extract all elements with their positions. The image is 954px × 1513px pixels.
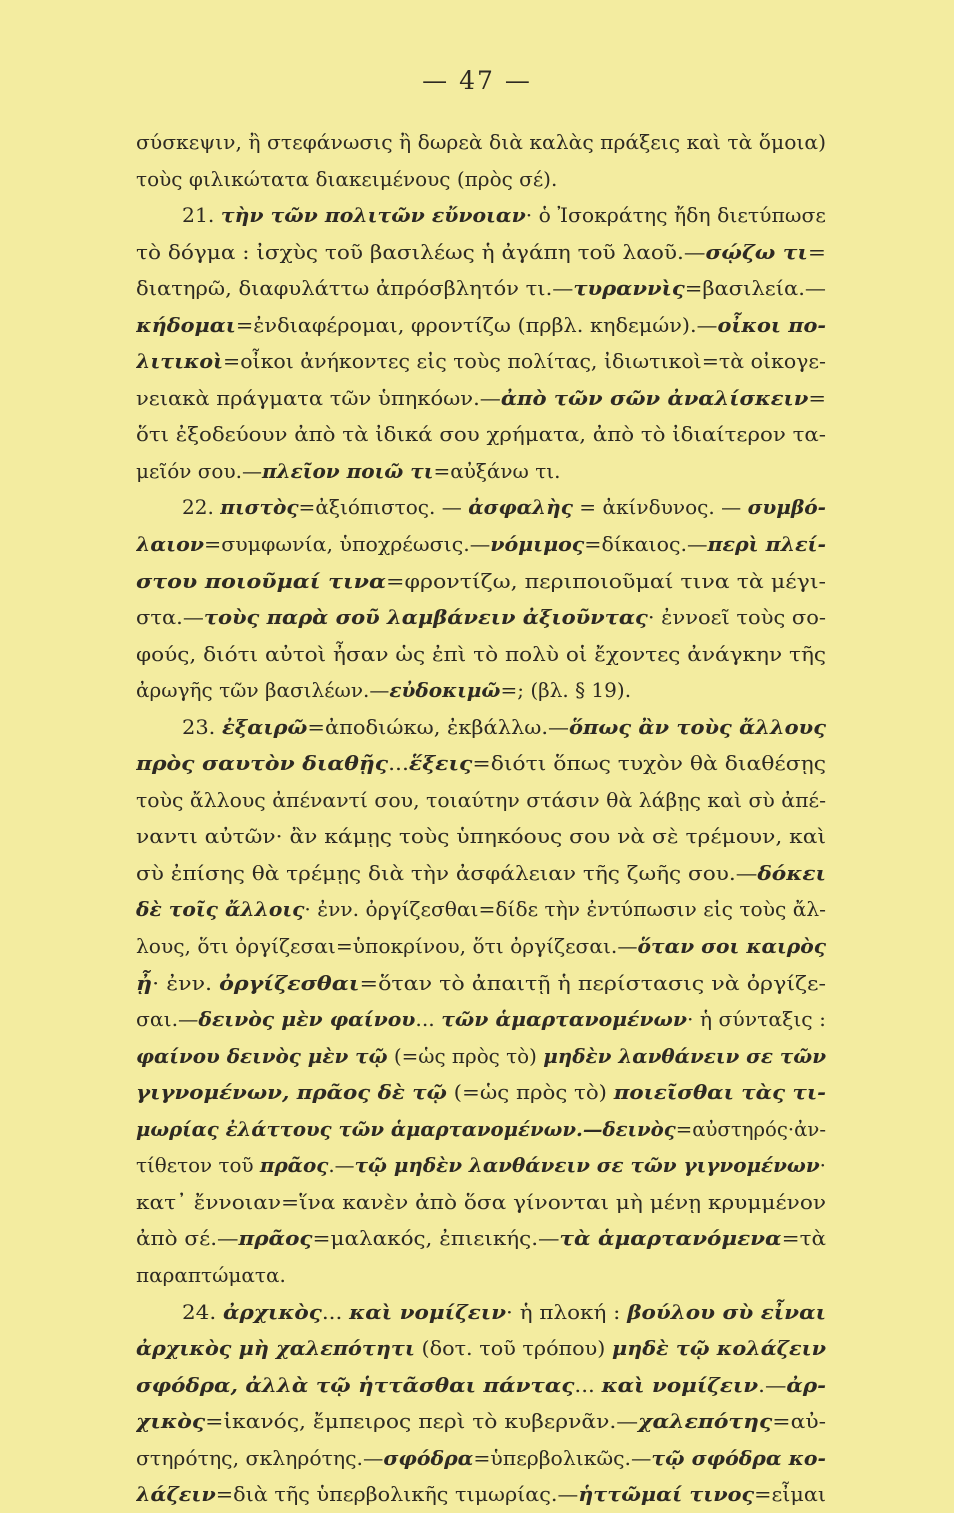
text-line xyxy=(136,1330,826,1367)
text-line xyxy=(136,563,826,600)
lemma-term: σῴζω τι xyxy=(705,239,808,264)
lemma-term: λάζειν xyxy=(136,1482,216,1507)
gloss-text: =εἶμαι xyxy=(754,1482,826,1507)
text-line xyxy=(136,1111,826,1148)
lemma-term: ἕξεις xyxy=(408,751,473,776)
lemma-term: ἀρχικὸς μὴ χαλεπότητι xyxy=(136,1336,415,1361)
gloss-text: =συμφωνία, ὑποχρέωσις.— xyxy=(204,532,491,557)
lemma-term: πιστὸς xyxy=(220,495,299,520)
gloss-text: σύσκεψιν, ἢ στεφάνωσις ἢ δωρεὰ διὰ καλὰς πράξεις καὶ τὰ ὅμοια) xyxy=(136,130,826,154)
gloss-text: =διὰ τῆς ὑπερβολικῆς τιμωρίας.— xyxy=(215,1482,579,1507)
text-line xyxy=(136,526,826,563)
gloss-text: σὺ ἐπίσης θὰ τρέμῃς διὰ τὴν ἀσφάλειαν τῆς ζωῆς σου.— xyxy=(136,860,758,885)
lemma-term: περὶ πλεί- xyxy=(707,532,826,557)
lemma-term: τῷ σφόδρα κο- xyxy=(651,1445,826,1470)
gloss-text: · ἐνν. ὀργίζεσθαι=δίδε τὴν ἐντύπωσιν εἰς τοὺς ἄλ- xyxy=(304,897,826,922)
gloss-text: =αὐ- xyxy=(772,1409,826,1434)
text-line xyxy=(136,453,826,490)
lemma-term: πρᾶος xyxy=(238,1226,313,1251)
lemma-term: μηδὲν λανθάνειν σε τῶν xyxy=(543,1043,826,1068)
lemma-term: εὐδοκιμῶ xyxy=(389,678,501,703)
gloss-text: =δίκαιος.— xyxy=(584,532,708,557)
lemma-term: ἀπὸ τῶν σῶν ἀναλίσκειν xyxy=(500,385,809,410)
lemma-term: λιτικοὶ xyxy=(136,349,224,374)
text-line xyxy=(136,928,826,965)
gloss-text: · ἡ σύνταξις : xyxy=(686,1007,826,1032)
lemma-term: ἀρχικὸς xyxy=(222,1299,322,1324)
gloss-text: μεῖόν σου.— xyxy=(136,458,262,483)
gloss-text: 24. xyxy=(182,1299,223,1324)
gloss-text: = ἀκίνδυνος. — xyxy=(572,495,748,520)
gloss-text: =αὐστηρός·ἀν- xyxy=(675,1116,826,1141)
gloss-text: ... xyxy=(415,1007,442,1032)
gloss-text: (=ὡς πρὸς τὸ) xyxy=(446,1080,614,1105)
gloss-text: στα.— xyxy=(136,605,204,630)
gloss-text: 23. xyxy=(182,714,223,739)
gloss-text: διατηρῶ, διαφυλάττω ἀπρόσβλητόν τι.— xyxy=(136,276,574,301)
gloss-text: =αὐξάνω τι. xyxy=(433,458,561,483)
lemma-term: κήδομαι xyxy=(136,312,236,337)
gloss-text: ὅτι ἐξοδεύουν ἀπὸ τὰ ἰδικά σου χρήματα, ἀπὸ τὸ ἰδιαίτερον τα- xyxy=(136,422,826,447)
text-line xyxy=(136,1147,826,1184)
lemma-term: ὀργίζεσθαι xyxy=(219,970,360,995)
lemma-term: τῷ μηδὲν λανθάνειν σε τῶν γιγνομένων xyxy=(354,1153,820,1178)
lemma-term: μωρίας ἐλάττους τῶν ἁμαρτανομένων.—δεινὸς xyxy=(136,1116,676,1141)
text-line xyxy=(136,672,826,709)
text-line xyxy=(136,1476,826,1513)
gloss-text: (=ὡς πρὸς τὸ) xyxy=(387,1043,544,1068)
gloss-text: =ἀξιόπιστος. — xyxy=(298,495,469,520)
lemma-term: γιγνομένων, πρᾶος δὲ τῷ xyxy=(136,1080,447,1105)
gloss-text: ναντι αὐτῶν· ἂν κάμῃς τοὺς ὑπηκόους σου νὰ σὲ τρέμουν, καὶ xyxy=(136,824,826,849)
gloss-text: τοὺς φιλικώτατα διακειμένους (πρὸς σέ). xyxy=(136,166,558,191)
text-line xyxy=(136,599,826,636)
gloss-text: =μαλακός, ἐπιεικής.— xyxy=(312,1226,560,1251)
gloss-text: παραπτώματα. xyxy=(136,1262,286,1287)
lemma-term: δόκει xyxy=(757,860,826,885)
gloss-text: =ὑπερβολικῶς.— xyxy=(473,1445,652,1470)
gloss-text: · ἐννοεῖ τοὺς σο- xyxy=(647,605,826,630)
gloss-text: .— xyxy=(758,1372,787,1397)
gloss-text: τὸ δόγμα : ἰσχὺς τοῦ βασιλέως ἡ ἀγάπη τοῦ λαοῦ.— xyxy=(136,239,706,264)
gloss-text: ... xyxy=(574,1372,602,1397)
lemma-term: ἐξαιρῶ xyxy=(222,714,308,739)
gloss-text: 22. xyxy=(182,495,221,520)
gloss-text: =βασιλεία.— xyxy=(684,276,826,301)
gloss-text: ... xyxy=(388,751,409,776)
gloss-text: ἀρωγῆς τῶν βασιλέων.— xyxy=(136,678,390,703)
text-line xyxy=(136,818,826,855)
text-line xyxy=(136,234,826,271)
lemma-term: δὲ τοῖς ἄλλοις xyxy=(136,897,305,922)
lemma-term: χικὸς xyxy=(136,1409,206,1434)
text-line xyxy=(136,124,826,161)
lemma-term: ἀρ- xyxy=(786,1372,826,1397)
text-line xyxy=(136,1294,826,1331)
lemma-term: τὰ ἁμαρτανόμενα xyxy=(559,1226,782,1251)
text-line xyxy=(136,1440,826,1477)
gloss-text: .— xyxy=(328,1153,355,1178)
gloss-text: · ὁ Ἰσοκράτης ἤδη διετύπωσε xyxy=(525,203,826,228)
gloss-text: κατ᾽ ἔννοιαν=ἵνα κανὲν ἀπὸ ὅσα γίνονται μὴ μένῃ κρυμμένον xyxy=(136,1189,826,1214)
gloss-text: σαι.— xyxy=(136,1007,199,1032)
text-line xyxy=(136,709,826,746)
text-line xyxy=(136,197,826,234)
text-line xyxy=(136,489,826,526)
lemma-term: ἀσφαλὴς xyxy=(468,495,573,520)
text-line xyxy=(136,1403,826,1440)
text-line xyxy=(136,636,826,673)
lemma-term: συμβό- xyxy=(747,495,826,520)
text-line xyxy=(136,891,826,928)
gloss-text: τοὺς ἄλλους ἀπέναντί σου, τοιαύτην στάσιν θὰ λάβῃς καὶ σὺ ἀπέ- xyxy=(136,787,826,812)
gloss-text: νειακὰ πράγματα τῶν ὑπηκόων.— xyxy=(136,385,501,410)
gloss-text: 21. xyxy=(182,203,221,228)
page-number: — 47 — xyxy=(422,66,532,95)
lemma-term: καὶ νομίζειν xyxy=(349,1299,507,1324)
gloss-text: =ἀποδιώκω, ἐκβάλλω.— xyxy=(307,714,570,739)
lemma-term: πρᾶος xyxy=(259,1153,329,1178)
lemma-term: ὅπως ἂν τοὺς ἄλλους xyxy=(569,714,826,739)
lemma-term: χαλεπότης xyxy=(638,1409,773,1434)
text-line xyxy=(136,161,826,198)
commentary-text xyxy=(136,124,826,1513)
gloss-text: · ἡ πλοκή : xyxy=(506,1299,628,1324)
text-line xyxy=(136,855,826,892)
lemma-term: νόμιμος xyxy=(490,532,585,557)
text-line xyxy=(136,1184,826,1221)
lemma-term: λαιον xyxy=(136,532,205,557)
text-line xyxy=(136,965,826,1002)
gloss-text: =ἱκανός, ἔμπειρος περὶ τὸ κυβερνᾶν.— xyxy=(205,1409,639,1434)
text-line xyxy=(136,1074,826,1111)
text-line xyxy=(136,307,826,344)
lemma-term: ὅταν σοι καιρὸς xyxy=(637,934,826,959)
lemma-term: τοὺς παρὰ σοῦ λαμβάνειν ἀξιοῦντας xyxy=(203,605,648,630)
lemma-term: τὴν τῶν πολιτῶν εὔνοιαν xyxy=(220,203,526,228)
text-line xyxy=(136,270,826,307)
gloss-text: φούς, διότι αὐτοὶ ἦσαν ὡς ἐπὶ τὸ πολὺ οἱ ἔχοντες ἀνάγκην τῆς xyxy=(136,641,826,666)
text-line xyxy=(136,1367,826,1404)
lemma-term: πρὸς σαυτὸν διαθῇς xyxy=(136,751,389,776)
gloss-text: = xyxy=(807,239,826,264)
lemma-term: φαίνου δεινὸς μὲν τῷ xyxy=(136,1043,388,1068)
lemma-term: δεινὸς μὲν φαίνου xyxy=(198,1007,416,1032)
gloss-text: ... xyxy=(321,1299,350,1324)
text-line xyxy=(136,1038,826,1075)
text-line xyxy=(136,1220,826,1257)
gloss-text: · xyxy=(819,1153,826,1178)
gloss-text: =ἐνδιαφέρομαι, φροντίζω (πρβλ. κηδεμών).— xyxy=(235,312,718,337)
text-line xyxy=(136,782,826,819)
gloss-text: = xyxy=(808,385,826,410)
lemma-term: σφόδρα xyxy=(383,1445,474,1470)
lemma-term: καὶ νομίζειν xyxy=(601,1372,759,1397)
gloss-text: =φροντίζω, περιποιοῦμαί τινα τὰ μέγι- xyxy=(386,568,826,593)
gloss-text: · ἐνν. xyxy=(152,970,220,995)
gloss-text: ἀπὸ σέ.— xyxy=(136,1226,239,1251)
lemma-term: ἡττῶμαί τινος xyxy=(578,1482,755,1507)
gloss-text: τίθετον τοῦ xyxy=(136,1153,260,1178)
lemma-term: μηδὲ τῷ κολάζειν xyxy=(611,1336,826,1361)
text-line xyxy=(136,416,826,453)
lemma-term: βούλου σὺ εἶναι xyxy=(627,1299,826,1324)
lemma-term: ᾖ xyxy=(136,970,153,995)
text-line xyxy=(136,343,826,380)
gloss-text: =; (βλ. § 19). xyxy=(500,678,632,703)
lemma-term: τῶν ἁμαρτανομένων xyxy=(441,1007,687,1032)
text-line xyxy=(136,380,826,417)
gloss-text: (δοτ. τοῦ τρόπου) xyxy=(414,1336,612,1361)
lemma-term: τυραννὶς xyxy=(573,276,685,301)
text-line xyxy=(136,745,826,782)
gloss-text: =τὰ xyxy=(781,1226,826,1251)
lemma-term: σφόδρα, ἀλλὰ τῷ ἡττᾶσθαι πάντας xyxy=(136,1372,575,1397)
lemma-term: πλεῖον ποιῶ τι xyxy=(261,458,434,483)
gloss-text: στηρότης, σκληρότης.— xyxy=(136,1445,384,1470)
gloss-text: =ὅταν τὸ ἀπαιτῇ ἡ περίστασις νὰ ὀργίζε- xyxy=(359,970,826,995)
lemma-term: οἶκοι πο- xyxy=(717,312,826,337)
lemma-term: στου ποιοῦμαί τινα xyxy=(136,568,387,593)
text-line xyxy=(136,1001,826,1038)
gloss-text: =οἶκοι ἀνήκοντες εἰς τοὺς πολίτας, ἰδιωτικοὶ=τὰ οἰκογε- xyxy=(223,349,826,374)
lemma-term: ποιεῖσθαι τὰς τι- xyxy=(613,1080,826,1105)
gloss-text: =διότι ὅπως τυχὸν θὰ διαθέσῃς xyxy=(472,751,826,776)
gloss-text: λους, ὅτι ὀργίζεσαι=ὑποκρίνου, ὅτι ὀργίζεσαι.— xyxy=(136,934,638,959)
text-line xyxy=(136,1257,826,1294)
